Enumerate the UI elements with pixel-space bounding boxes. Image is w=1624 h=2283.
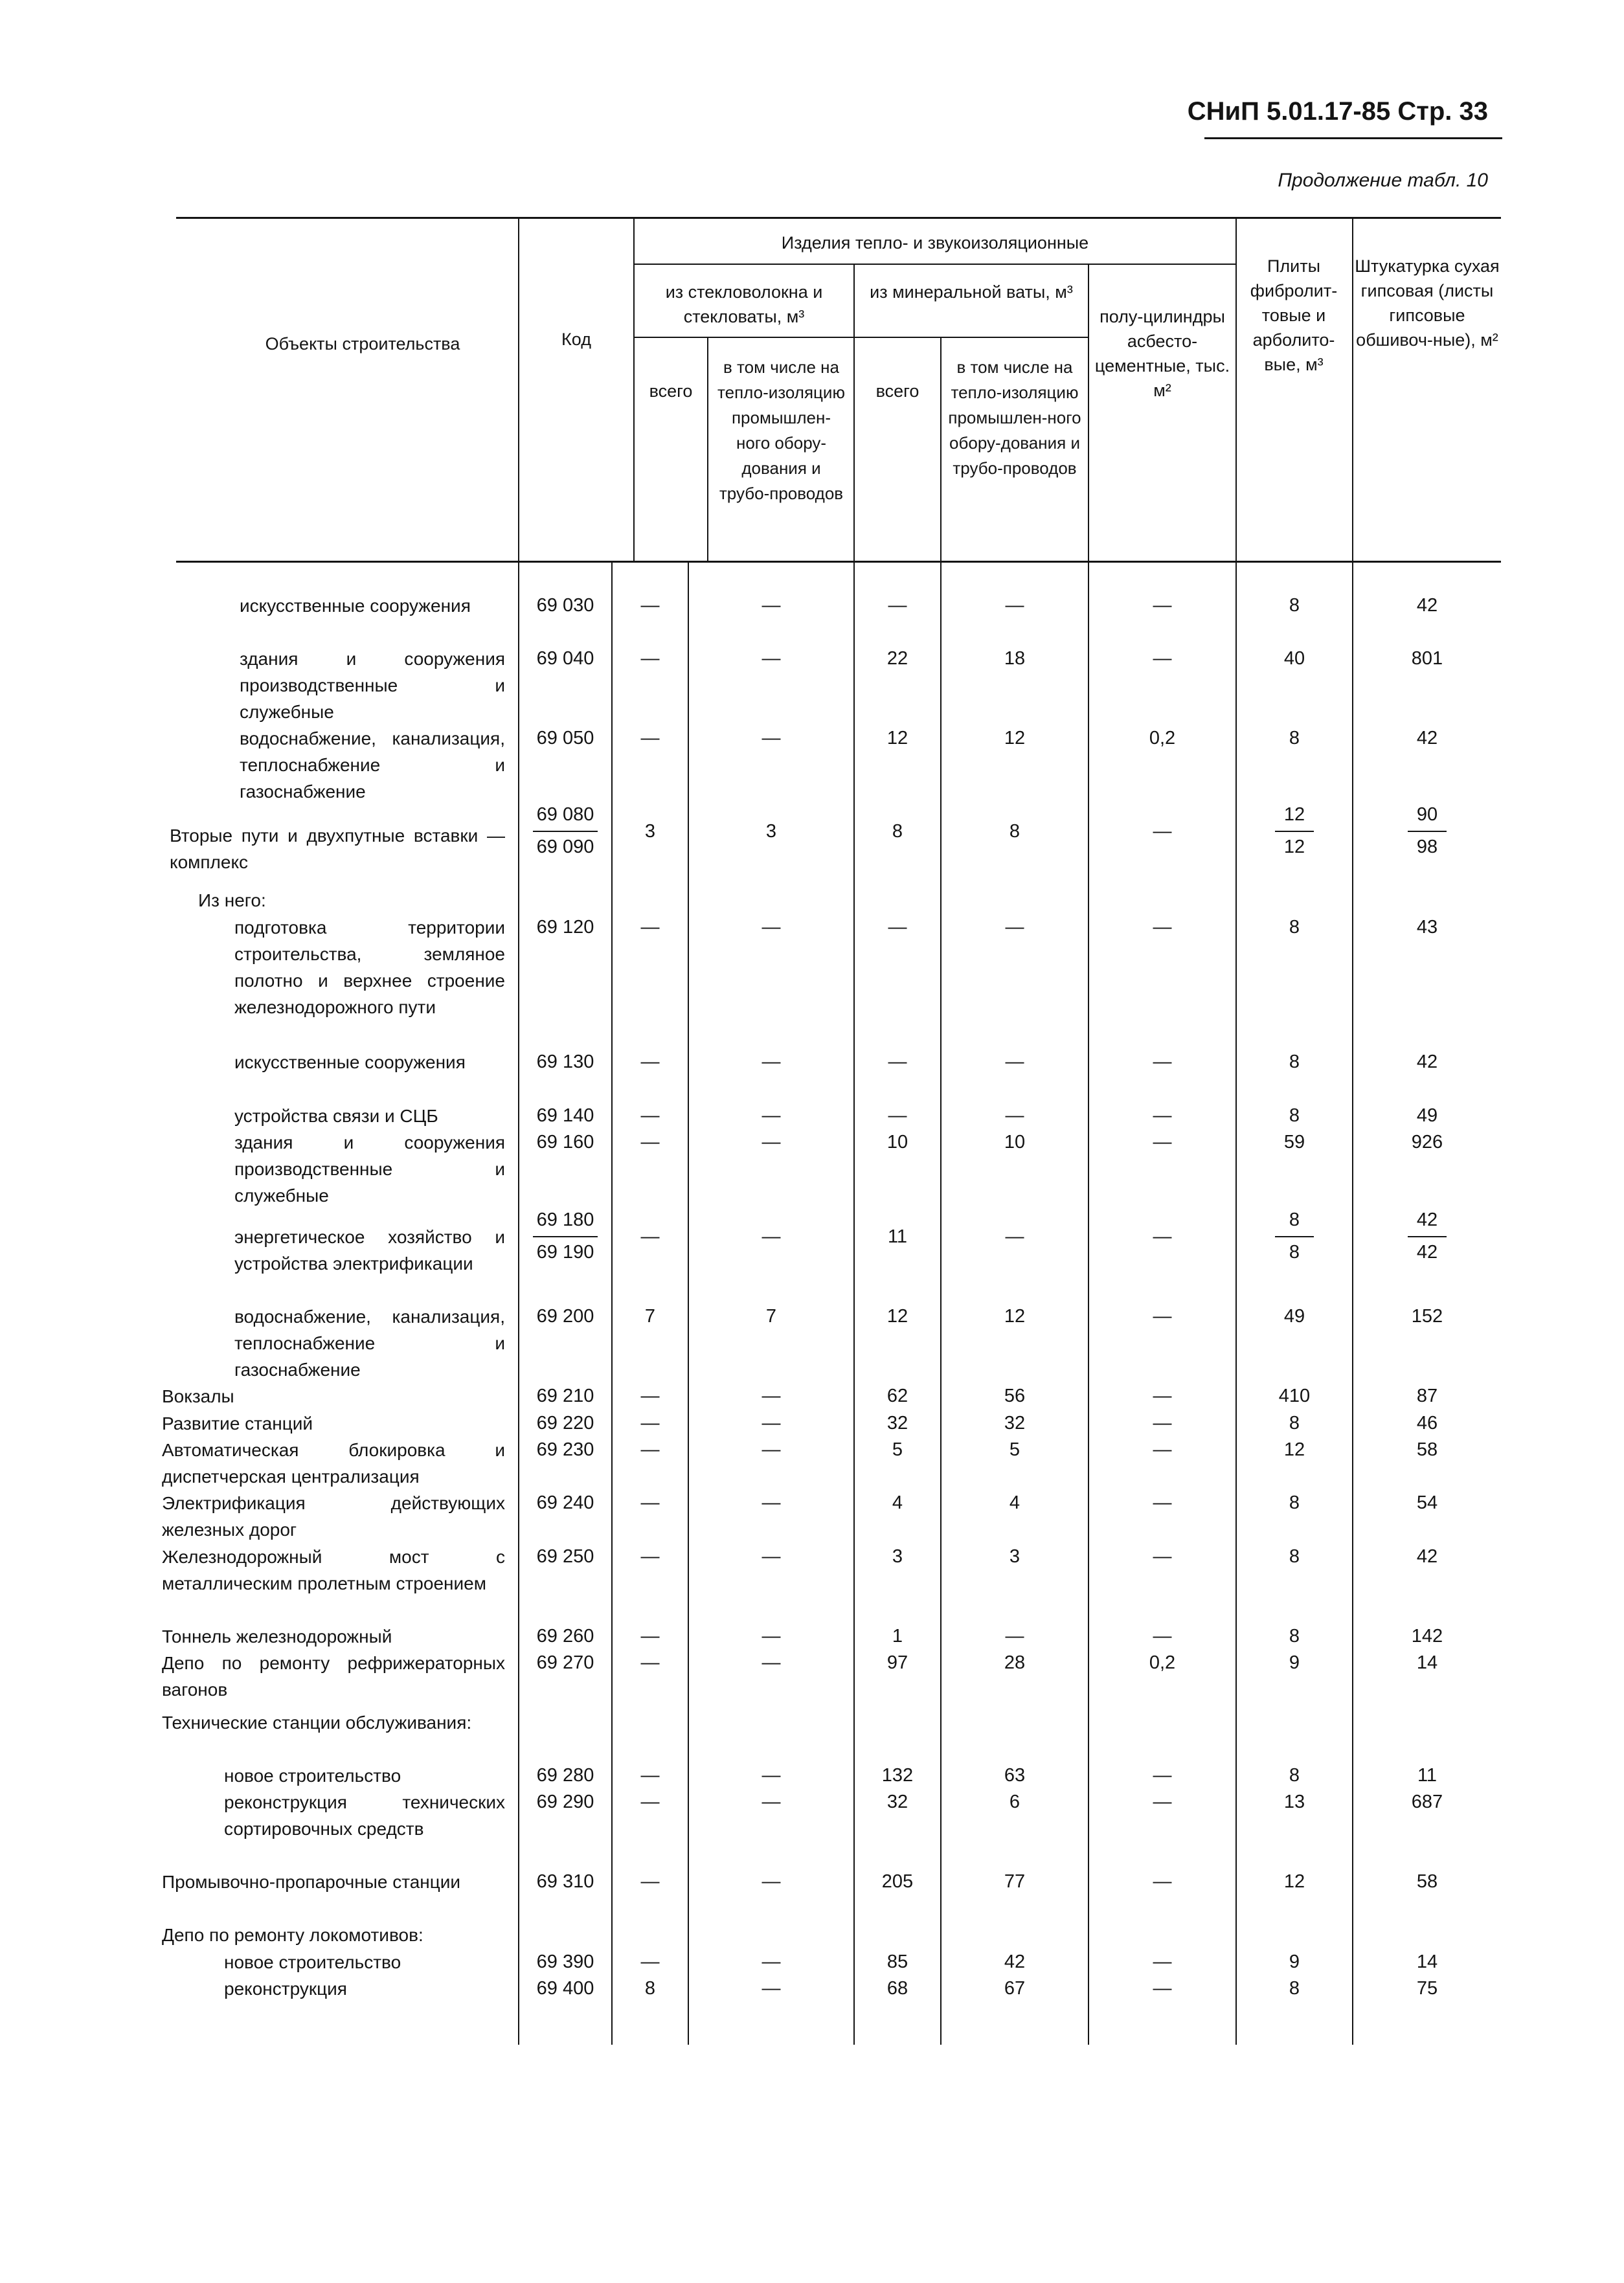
plaster-fraction-bar [1408,1236,1447,1237]
cell-mineral-incl: 32 [1004,1413,1026,1434]
row-label-69310: Промывочно-пропарочные станции [162,1872,461,1892]
cell-mineral-total: 5 [892,1439,903,1460]
cell-glass-incl: — [761,648,781,669]
table-continuation-note: Продолжение табл. 10 [1278,170,1488,191]
cell-glass-incl: — [761,1626,781,1647]
cell-mineral-total: — [888,917,907,938]
plates-fraction-bar [1275,1236,1314,1237]
cell-glass-incl: — [761,1132,781,1153]
row-label-from-it: Из него: [198,890,266,910]
cell-glass-incl: — [761,1052,781,1072]
header-glass-total: всего [649,381,693,401]
header-plaster: Штукатурка сухая гипсовая (листы гипсовые обшивоч-ные), м² [1355,256,1500,350]
cell-glass-incl: — [761,1413,781,1434]
cell-plates: 9 [1289,1652,1300,1673]
cell-code: 69 270 [536,1652,594,1673]
row-label-69160: здания и сооружения производственные и служебные [234,1132,505,1206]
cell-plates: 59 [1283,1132,1305,1153]
cell-halfcyl: — [1153,1306,1172,1327]
cell-glass-total: 7 [644,1306,656,1327]
cell-mineral-total: 3 [892,1546,903,1567]
header-glass: из стекловолокна и стекловаты, м³ [665,282,823,326]
cell-glass-total: — [640,728,660,748]
cell-plates: 410 [1278,1386,1311,1406]
col-line-4 [853,264,855,562]
cell-glass-total: — [640,1492,660,1513]
header-rule [1204,137,1502,139]
cell-plaster: 87 [1416,1386,1438,1406]
header-code: Код [561,330,591,349]
cell-code: 69 160 [536,1132,594,1153]
row-label-69030: искусственные сооружения [240,596,471,616]
cell-code: 69 260 [536,1626,594,1647]
cell-glass-total: — [640,1386,660,1406]
cell-plates: 8 [1289,1492,1300,1513]
cell-glass-total: — [640,1765,660,1786]
cell-plaster: 687 [1411,1792,1443,1812]
cell-plates: 8 [1289,728,1300,748]
header-mineral: из минеральной ваты, м³ [870,282,1073,302]
cell-code: 69 310 [536,1871,594,1892]
cell-halfcyl: — [1153,1439,1172,1460]
cell-mineral-incl: 12 [1004,1306,1026,1327]
cell-glass-total: — [640,1132,660,1153]
cell-mineral-total: 12 [886,1306,908,1327]
cell-glass-total: — [640,1439,660,1460]
row-label-69220: Развитие станций [162,1413,313,1434]
header-objects: Объекты строительства [265,334,460,354]
cell-code: 69 220 [536,1413,594,1434]
cell-halfcyl: — [1153,1226,1172,1247]
header-group: Изделия тепло- и звукоизоляционные [781,233,1089,253]
cell-glass-incl: — [761,728,781,748]
cell-plates: 49 [1283,1306,1305,1327]
cell-glass-total: — [640,1413,660,1434]
cell-plaster: 43 [1416,917,1438,938]
cell-glass-total: 3 [644,821,656,842]
cell-plaster: 11 [1417,1765,1438,1786]
header-glass-including: в том числе на тепло-изоляцию промышлен-ного обору-дования и трубо-проводов [717,357,845,503]
cell-code-2: 69 190 [536,1242,594,1263]
cell-plaster: 14 [1416,1951,1438,1972]
cell-glass-incl: 3 [765,821,777,842]
cell-code: 69 200 [536,1306,594,1327]
cell-halfcyl: — [1153,1132,1172,1153]
cell-plaster-2: 98 [1416,837,1438,857]
cell-halfcyl: — [1153,648,1172,669]
cell-code: 69 080 [536,804,594,825]
cell-plates-2: 12 [1283,837,1305,857]
cell-glass-total: — [640,595,660,616]
cell-glass-total: — [640,1951,660,1972]
cell-mineral-incl: 67 [1004,1978,1026,1999]
cell-glass-total: — [640,1546,660,1567]
cell-plaster: 14 [1416,1652,1438,1673]
cell-mineral-total: — [888,595,907,616]
cell-plaster: 58 [1416,1439,1438,1460]
cell-plaster: 42 [1416,1209,1438,1230]
header-plates: Плиты фибролит-товые и арболито-вые, м³ [1250,256,1338,374]
cell-halfcyl: — [1153,1386,1172,1406]
row-label-69290: реконструкция технических сортировочных средств [224,1792,505,1839]
cell-glass-incl: — [761,1226,781,1247]
cell-glass-total: — [640,1792,660,1812]
plaster-fraction-bar [1408,831,1447,832]
col-line-3 [707,337,708,562]
cell-plates: 13 [1283,1792,1305,1812]
cell-plates: 8 [1289,595,1300,616]
cell-mineral-total: — [888,1105,907,1126]
cell-code: 69 250 [536,1546,594,1567]
cell-glass-incl: — [761,1765,781,1786]
cell-mineral-incl: 77 [1004,1871,1026,1892]
col-line-1 [518,217,519,562]
cell-glass-incl: — [761,1871,781,1892]
cell-glass-incl: — [761,1492,781,1513]
cell-glass-incl: — [761,1439,781,1460]
cell-plates: 8 [1289,1765,1300,1786]
cell-glass-incl: — [761,1792,781,1812]
cell-plates: 9 [1289,1951,1300,1972]
cell-halfcyl: — [1153,595,1172,616]
cell-mineral-incl: 10 [1004,1132,1026,1153]
cell-mineral-incl: — [1005,1626,1024,1647]
row-label-69270: Депо по ремонту рефрижераторных вагонов [162,1653,505,1700]
cell-plates: 8 [1289,1546,1300,1567]
cell-glass-total: — [640,1871,660,1892]
cell-mineral-incl: — [1005,1226,1024,1247]
cell-mineral-incl: — [1005,917,1024,938]
cell-mineral-incl: 8 [1009,821,1021,842]
row-label-69390: новое строительство [224,1952,401,1972]
row-label-69180: энергетическое хозяйство и устройства электрификации [234,1227,505,1274]
cell-glass-incl: — [761,1951,781,1972]
cell-mineral-total: 205 [881,1871,914,1892]
cell-plates: 8 [1289,1209,1300,1230]
cell-halfcyl: — [1153,1626,1172,1647]
cell-plates: 12 [1283,1439,1305,1460]
plates-fraction-bar [1275,831,1314,832]
row-label-depot-locomotives: Депо по ремонту локомотивов: [162,1925,423,1945]
row-label-69120: подготовка территории строительства, земляное полотно и верхнее строение железнодорожного пути [234,917,505,1017]
cell-glass-incl: — [761,1386,781,1406]
cell-mineral-total: 8 [892,821,903,842]
cell-glass-total: — [640,1226,660,1247]
cell-mineral-total: 62 [886,1386,908,1406]
cell-plaster: 42 [1416,1052,1438,1072]
cell-code: 69 130 [536,1052,594,1072]
cell-mineral-incl: 63 [1004,1765,1026,1786]
cell-plaster: 42 [1416,728,1438,748]
row-label-69080: Вторые пути и двухпутные вставки — комплекс [170,826,505,872]
cell-plates: 8 [1289,1052,1300,1072]
cell-plaster: 42 [1416,595,1438,616]
cell-code: 69 230 [536,1439,594,1460]
row-label-tech-stations: Технические станции обслуживания: [162,1713,472,1733]
cell-plaster-2: 42 [1416,1242,1438,1263]
cell-code: 69 400 [536,1978,594,1999]
cell-code: 69 240 [536,1492,594,1513]
row-label-69400: реконструкция [224,1979,347,1999]
cell-glass-total: — [640,1105,660,1126]
cell-mineral-total: 32 [886,1792,908,1812]
cell-halfcyl: — [1153,1492,1172,1513]
col-line-7 [1235,217,1237,562]
cell-glass-total: — [640,1626,660,1647]
cell-plates: 12 [1283,804,1305,825]
cell-plaster: 75 [1416,1978,1438,1999]
cell-halfcyl: — [1153,1765,1172,1786]
cell-halfcyl: — [1153,821,1172,842]
row-label-69230: Автоматическая блокировка и диспетчерская централизация [162,1440,505,1487]
cell-glass-incl: — [761,595,781,616]
header-mineral-total: всего [875,381,919,401]
cell-plates: 8 [1289,1413,1300,1434]
cell-mineral-incl: 28 [1004,1652,1026,1673]
cell-plaster: 49 [1416,1105,1438,1126]
cell-mineral-total: 12 [886,728,908,748]
row-label-69050: водоснабжение, канализация, теплоснабжение и газоснабжение [240,728,505,802]
row-label-69200: водоснабжение, канализация, теплоснабжение и газоснабжение [234,1307,505,1380]
col-line-8 [1352,217,1353,562]
header-halfcyl: полу-цилиндры асбесто-цементные, тыс. м² [1094,307,1230,400]
cell-glass-total: — [640,917,660,938]
cell-glass-total: — [640,1052,660,1072]
cell-code-2: 69 090 [536,837,594,857]
cell-halfcyl: — [1153,1951,1172,1972]
row-label-69280: новое строительство [224,1766,401,1786]
table-top-rule [176,217,1501,219]
header-rule-group [635,264,1237,265]
cell-mineral-incl: — [1005,1105,1024,1126]
cell-mineral-total: 11 [887,1226,908,1247]
cell-code: 69 050 [536,728,594,748]
table-header-bottom-rule [176,561,1501,563]
row-label-69040: здания и сооружения производственные и служебные [240,649,505,722]
cell-glass-incl: — [761,1978,781,1999]
cell-halfcyl: — [1153,1792,1172,1812]
cell-plaster: 152 [1411,1306,1443,1327]
cell-code: 69 390 [536,1951,594,1972]
cell-mineral-total: 97 [886,1652,908,1673]
cell-plates-2: 8 [1289,1242,1300,1263]
cell-plaster: 54 [1416,1492,1438,1513]
cell-halfcyl: — [1153,917,1172,938]
cell-mineral-total: 85 [886,1951,908,1972]
code-fraction-bar [533,831,598,832]
code-fraction-bar [533,1236,598,1237]
cell-mineral-incl: 56 [1004,1386,1026,1406]
cell-plates: 12 [1283,1871,1305,1892]
cell-glass-incl: — [761,1652,781,1673]
row-label-69210: Вокзалы [162,1386,234,1406]
cell-mineral-total: 1 [892,1626,903,1647]
header-mineral-including: в том числе на тепло-изоляцию промышлен-ного обору-дования и трубо-проводов [948,357,1081,478]
cell-halfcyl: — [1153,1413,1172,1434]
row-label-69250: Железнодорожный мост с металлическим пролетным строением [162,1547,505,1593]
cell-glass-incl: — [761,1546,781,1567]
row-label-69140: устройства связи и СЦБ [234,1106,438,1126]
cell-glass-total: 8 [644,1978,656,1999]
cell-halfcyl: — [1153,1871,1172,1892]
cell-mineral-incl: 18 [1004,648,1026,669]
cell-plates: 40 [1283,648,1305,669]
cell-halfcyl: 0,2 [1149,1652,1176,1673]
cell-mineral-total: 68 [886,1978,908,1999]
cell-plaster: 90 [1416,804,1438,825]
cell-mineral-total: 4 [892,1492,903,1513]
cell-code: 69 290 [536,1792,594,1812]
cell-plaster: 926 [1411,1132,1443,1153]
cell-mineral-total: 10 [886,1132,908,1153]
cell-mineral-total: 32 [886,1413,908,1434]
cell-code: 69 120 [536,917,594,938]
cell-mineral-incl: — [1005,595,1024,616]
cell-mineral-incl: — [1005,1052,1024,1072]
cell-plaster: 46 [1416,1413,1438,1434]
row-label-69130: искусственные сооружения [234,1052,466,1072]
cell-plates: 8 [1289,1626,1300,1647]
cell-halfcyl: — [1153,1546,1172,1567]
cell-code: 69 180 [536,1209,594,1230]
cell-plaster: 42 [1416,1546,1438,1567]
cell-glass-incl: — [761,1105,781,1126]
cell-halfcyl: — [1153,1052,1172,1072]
col-line-5 [940,337,942,562]
row-label-69260: Тоннель железнодорожный [162,1626,392,1647]
cell-mineral-incl: 3 [1009,1546,1021,1567]
cell-code: 69 140 [536,1105,594,1126]
cell-code: 69 210 [536,1386,594,1406]
cell-code: 69 040 [536,648,594,669]
cell-halfcyl: 0,2 [1149,728,1176,748]
cell-plates: 8 [1289,1105,1300,1126]
cell-plates: 8 [1289,1978,1300,1999]
cell-mineral-incl: 42 [1004,1951,1026,1972]
cell-mineral-total: 132 [881,1765,914,1786]
cell-code: 69 280 [536,1765,594,1786]
cell-code: 69 030 [536,595,594,616]
cell-plaster: 142 [1411,1626,1443,1647]
cell-mineral-incl: 4 [1009,1492,1021,1513]
row-label-69240: Электрификация действующих железных дорог [162,1493,505,1540]
header-rule-subgroup [635,337,1088,338]
cell-mineral-total: — [888,1052,907,1072]
cell-glass-incl: — [761,917,781,938]
cell-halfcyl: — [1153,1105,1172,1126]
page-header: СНиП 5.01.17-85 Стр. 33 [1187,97,1488,126]
cell-mineral-incl: 6 [1009,1792,1021,1812]
cell-plaster: 801 [1411,648,1443,669]
cell-halfcyl: — [1153,1978,1172,1999]
cell-mineral-incl: 5 [1009,1439,1021,1460]
col-line-6 [1088,264,1089,562]
cell-mineral-total: 22 [886,648,908,669]
cell-plaster: 58 [1416,1871,1438,1892]
cell-glass-total: — [640,648,660,669]
cell-mineral-incl: 12 [1004,728,1026,748]
cell-glass-total: — [640,1652,660,1673]
cell-glass-incl: 7 [765,1306,777,1327]
cell-plates: 8 [1289,917,1300,938]
